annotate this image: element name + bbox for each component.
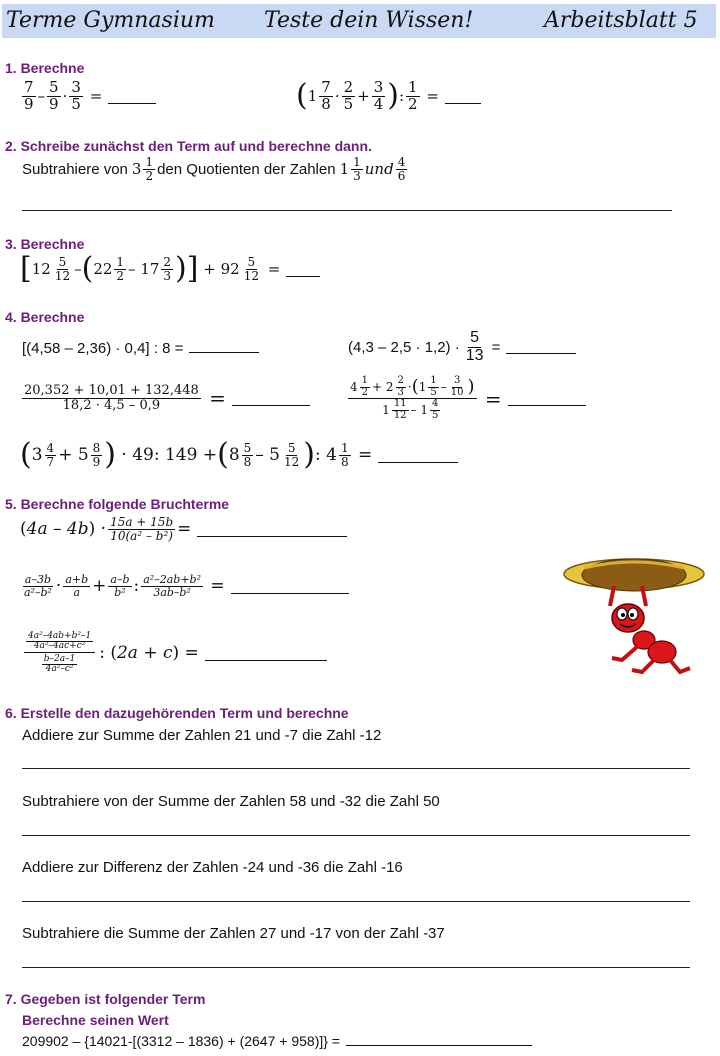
s2-text-a: Subtrahiere von — [22, 160, 128, 178]
s6-answer-line-1[interactable] — [22, 768, 690, 769]
section-2-title: 2. Schreibe zunächst den Term auf und berechne dann. — [5, 138, 372, 154]
s4-eq3-num: 20,352 + 10,01 + 132,448 — [24, 383, 199, 398]
s4-eq3: $\frac{20,352 + 10,01 + 132,448}{18,2 \cdot 4,5 - 0,9}$ = — [20, 384, 310, 412]
section-5-title: 5. Berechne folgende Bruchterme — [5, 496, 230, 512]
worksheet-header — [2, 4, 716, 38]
s4-eq5: ( 3 4 7 + 5 8 9 ) · 49: 149 + ( 8 5 8 – 5 5 12 ) : 4 1 8 = — [20, 440, 458, 470]
s4-eq1 — [22, 340, 259, 357]
s5-eq1: ( 4a – 4b ) · $\frac{15a + 15b}{\text{10(a² – b²)}}$ = — [20, 516, 347, 542]
s4-eq2-text: (4,3 – 2,5 · 1,2) · — [348, 338, 460, 356]
s4-eq4: 4 1 2 + 2 2 3 · ( 1 1 5 – 3 10 ) 1 11 12 – 1 4 5 = — [346, 376, 586, 421]
s6-answer-line-2[interactable] — [22, 835, 690, 836]
s3-expression: [ 12 5 12 – ( 22 1 2 – 17 2 3 ) ] + 92 5 12 = — [20, 254, 320, 284]
section-7-title: 7. Gegeben ist folgender Term — [5, 991, 206, 1007]
s4-eq2-num: 5 — [470, 329, 480, 346]
s4-eq2: (4,3 – 2,5 · 1,2) · $\frac{5}{13}$ = — [348, 330, 576, 365]
s2-task: Subtrahiere von 3 1 2 den Quotienten der Zahlen 1 1 3 und 4 6 — [22, 155, 406, 183]
s2-answer-line[interactable] — [22, 210, 672, 211]
s4-eq3-den: 18,2 · 4,5 – 0,9 — [62, 397, 161, 413]
s6-answer-line-3[interactable] — [22, 901, 690, 902]
s2-und: und — [364, 160, 394, 179]
s6-task-1: Addiere zur Summe der Zahlen 21 und -7 die Zahl -12 — [22, 727, 382, 744]
s1-expression-a: 7 9 – 5 9 · $\frac{3}{5}$ = — [20, 80, 156, 113]
header-left: Terme Gymnasium — [6, 8, 215, 33]
section-6-title: 6. Erstelle den dazugehörenden Term und berechne — [5, 705, 349, 721]
header-center: Teste dein Wissen! — [264, 8, 474, 33]
section-4-title: 4. Berechne — [5, 309, 85, 325]
section-1-title: 1. Berechne — [5, 60, 85, 76]
s6-task-4: Subtrahiere die Summe der Zahlen 27 und -17 von der Zahl -37 — [22, 925, 445, 942]
s4-eq1-text: [(4,58 – 2,36) · 0,4] : 8 = — [22, 340, 184, 357]
s5-eq3: 4a²–4ab+b²–1 4a²–4ac+c² b–2a–1 4a²–c² : ( 2a + c ) = — [20, 632, 327, 675]
s6-task-2: Subtrahiere von der Summe der Zahlen 58 und -32 die Zahl 50 — [22, 793, 440, 810]
s7-term-text: 209902 – {14021-[(3312 – 1836) + (2647 + 958)]} = — [22, 1033, 340, 1049]
ant-hotdog-illustration — [562, 548, 710, 678]
s2-text-b: den Quotienten der Zahlen — [157, 160, 336, 178]
s7-term — [22, 1033, 532, 1049]
header-right: Arbeitsblatt 5 — [544, 8, 698, 33]
section-7-subtitle: Berechne seinen Wert — [22, 1012, 169, 1028]
s5-eq2: a–3b a²–b² · a+b a + a–b b² : $\frac{\text{a²–2ab+b²}}{\text{3ab–b²}}$ = — [20, 574, 349, 598]
section-3-title: 3. Berechne — [5, 236, 85, 252]
s1-expression-b: ( 1 7 8 · 2 5 + 3 4 ) : $\frac{1}{2}$ = — [296, 80, 481, 113]
s4-eq2-den: 13 — [465, 346, 484, 364]
s6-task-3: Addiere zur Differenz der Zahlen -24 und -36 die Zahl -16 — [22, 859, 403, 876]
s6-answer-line-4[interactable] — [22, 967, 690, 968]
